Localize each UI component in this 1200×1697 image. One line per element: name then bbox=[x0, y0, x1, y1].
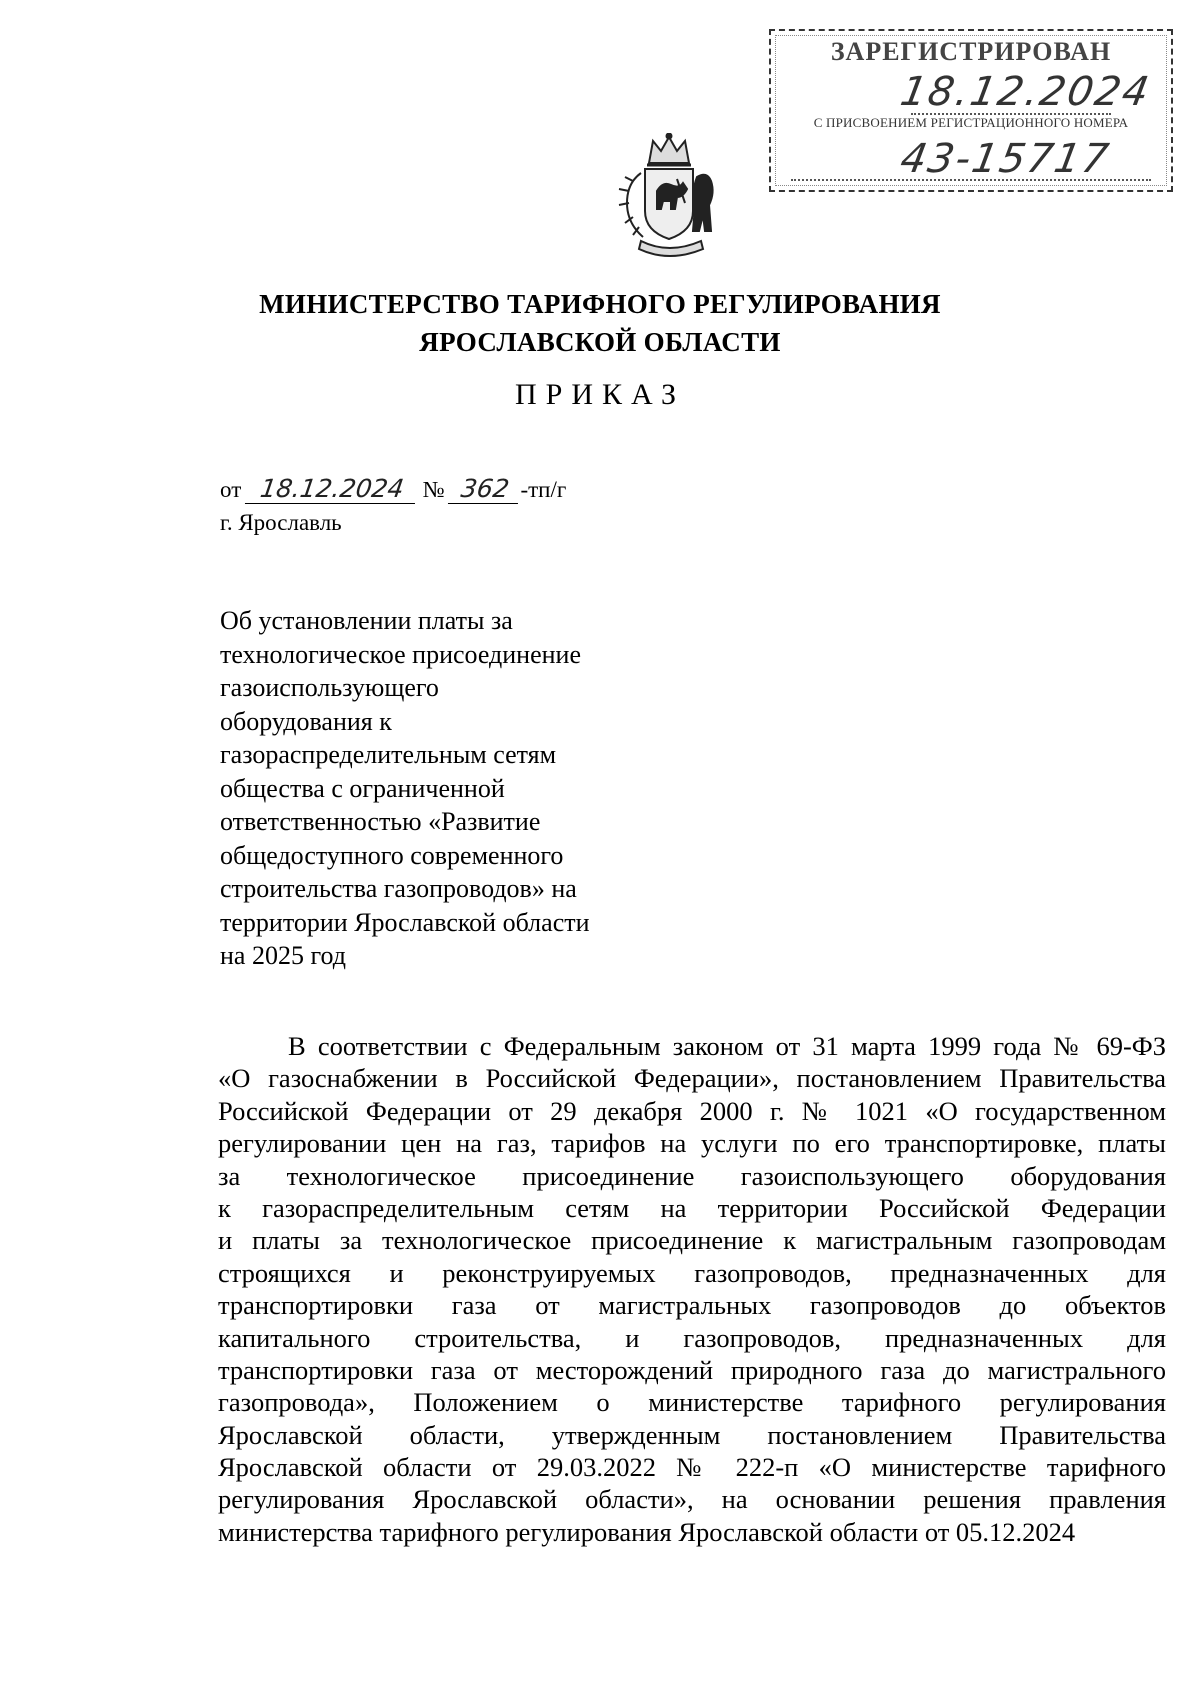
body-line: к газораспределительным сетям на территории Российской Федерации bbox=[218, 1192, 1166, 1223]
coat-of-arms-icon bbox=[611, 133, 728, 263]
body-line: Ярославской области от 29.03.2022 № 222-п «О министерстве тарифного bbox=[218, 1452, 1166, 1483]
subject-line: газоиспользующего bbox=[220, 673, 439, 702]
body-line: Российской Федерации от 29 декабря 2000 г. № 1021 «О государственном bbox=[218, 1095, 1166, 1126]
body-line: транспортировки газа от магистральных газопроводов до объектов bbox=[218, 1290, 1166, 1321]
stamp-title: ЗАРЕГИСТРИРОВАН bbox=[830, 37, 1112, 66]
body-line: регулирования Ярославской области», на основании решения правления bbox=[218, 1484, 1166, 1515]
body-line: и платы за технологическое присоединение к магистральным газопроводам bbox=[218, 1225, 1166, 1256]
body-line: В соответствии с Федеральным законом от 31 марта 1999 года № 69-ФЗ bbox=[288, 1031, 1166, 1061]
order-date-line bbox=[220, 474, 566, 504]
subject-line: территории Ярославской области bbox=[220, 907, 590, 937]
ministry-line-2: ЯРОСЛАВСКОЙ ОБЛАСТИ bbox=[419, 327, 781, 357]
subject-line: газораспределительным сетям bbox=[220, 740, 557, 769]
date-prefix: от bbox=[220, 477, 242, 502]
ministry-line-1: МИНИСТЕРСТВО ТАРИФНОГО РЕГУЛИРОВАНИЯ bbox=[259, 289, 941, 319]
subject-line: общества с ограниченной bbox=[220, 773, 505, 803]
subject-line: Об установлении платы за bbox=[220, 606, 513, 635]
body-line: «О газоснабжении в Российской Федерации», постановлением Правительства bbox=[218, 1063, 1166, 1094]
order-number: 362 bbox=[448, 474, 522, 504]
order-date: 18.12.2024 bbox=[245, 474, 419, 504]
body-line: регулировании цен на газ, тарифов на услуги по его транспортировке, платы bbox=[218, 1128, 1166, 1159]
subject-line: на 2025 год bbox=[220, 941, 346, 970]
body-line: Ярославской области, утвержденным постановлением Правительства bbox=[218, 1419, 1166, 1450]
stamp-date: 18.12.2024 bbox=[896, 69, 1155, 115]
body-line: транспортировки газа от месторождений природного газа до магистрального bbox=[218, 1354, 1166, 1385]
stamp-number-underline bbox=[791, 179, 1151, 182]
stamp-number: 43-15717 bbox=[896, 136, 1114, 182]
ministry-name bbox=[0, 285, 1200, 361]
subject-line: общедоступного современного bbox=[220, 840, 564, 870]
body-line: газопровода», Положением о министерстве тарифного регулирования bbox=[218, 1387, 1166, 1418]
subject-line: ответственностью «Развитие bbox=[220, 807, 541, 836]
order-suffix: -тп/г bbox=[520, 477, 567, 502]
subject-line: технологическое присоединение bbox=[220, 639, 582, 669]
body-line: капитального строительства, и газопроводов, предназначенных для bbox=[218, 1322, 1166, 1353]
stamp-date-underline bbox=[911, 113, 1111, 116]
stamp-caption: С ПРИСВОЕНИЕМ РЕГИСТРАЦИОННОГО НОМЕРА bbox=[813, 115, 1129, 130]
number-sign: № bbox=[422, 477, 445, 502]
body-line: за технологическое присоединение газоиспользующего оборудования bbox=[218, 1160, 1166, 1191]
order-body bbox=[218, 1030, 1166, 1548]
subject-line: строительства газопроводов» на bbox=[220, 874, 577, 903]
body-line: строящихся и реконструируемых газопроводов, предназначенных для bbox=[218, 1257, 1166, 1288]
subject-line: оборудования к bbox=[220, 706, 392, 736]
registration-stamp bbox=[769, 29, 1173, 192]
body-line: министерства тарифного регулирования Ярославской области от 05.12.2024 bbox=[218, 1516, 1076, 1547]
document-type: ПРИКАЗ bbox=[515, 378, 685, 411]
order-city: г. Ярославль bbox=[220, 510, 342, 535]
order-subject bbox=[220, 604, 640, 973]
